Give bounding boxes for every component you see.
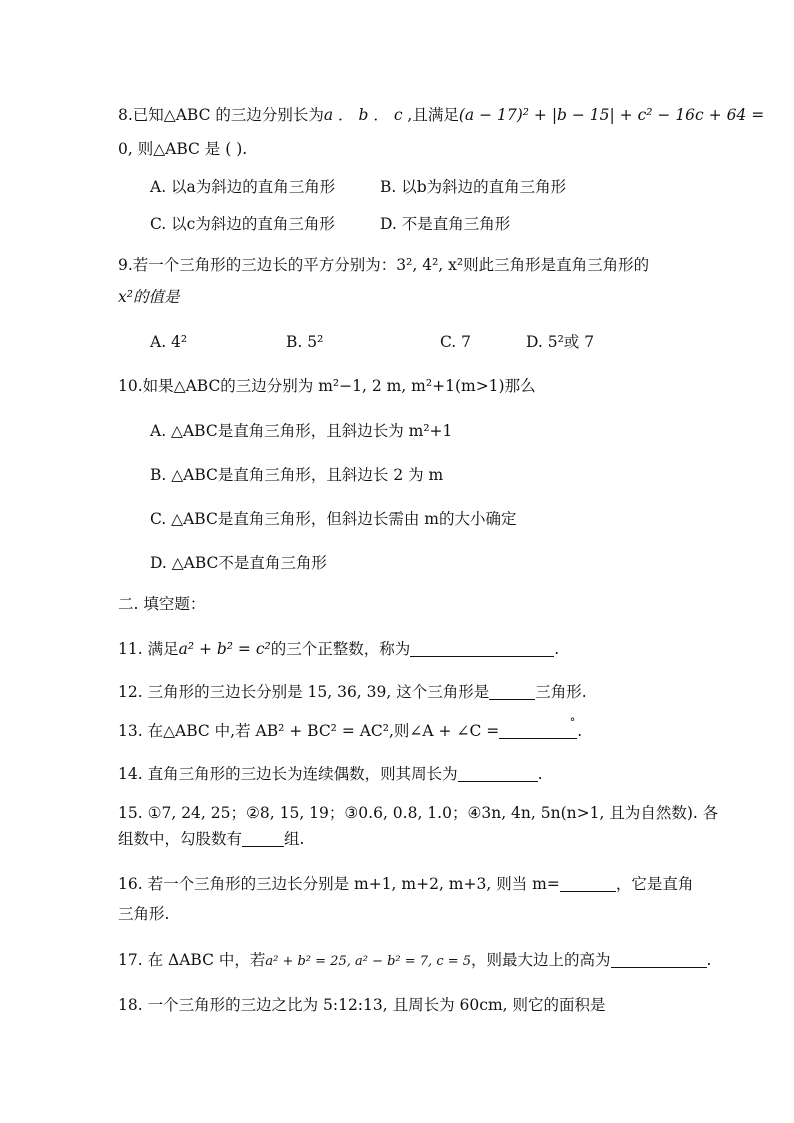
q14-answer-blank[interactable] (458, 765, 538, 782)
q8-sep1: ． (333, 106, 354, 124)
q13-answer-blank[interactable] (499, 716, 577, 739)
q10-option-a: A. △ABC是直角三角形，且斜边长为 m²+1 (150, 422, 453, 440)
section-fill-in-title: 二. 填空题： (118, 595, 206, 613)
q8-option-c: C. 以c为斜边的直角三角形 (150, 215, 335, 233)
q12-answer-blank[interactable] (489, 683, 535, 700)
q11-formula: a² + b² = c² (178, 640, 271, 658)
q8-option-a: A. 以a为斜边的直角三角形 (150, 178, 336, 196)
q8-line-1 (118, 104, 764, 126)
q9-line-1: 9.若一个三角形的三边长的平方分别为：3², 4², x²则此三角形是直角三角形的 (118, 256, 650, 274)
q8-sep2: ． (368, 106, 389, 124)
q16-before: 16. 若一个三角形的三边长分别是 m+1, m+2, m+3, 则当 m= (118, 875, 560, 893)
q8-prefix: 8.已知△ABC 的三边分别长为 (118, 106, 324, 124)
q11-after: 的三个正整数，称为 (270, 640, 411, 658)
q12-after: 三角形. (535, 683, 587, 701)
q12-before: 12. 三角形的三边长分别是 15, 36, 39, 这个三角形是 (118, 683, 490, 701)
q8-formula: (a − 17)² + |b − 15| + c² − 16c + 64 = (458, 106, 765, 124)
q11-before: 11. 满足 (118, 640, 179, 658)
q15-before: 组数中，勾股数有 (118, 830, 243, 848)
q16-line-1 (118, 873, 693, 895)
q14-line (118, 763, 543, 785)
q15-answer-blank[interactable] (242, 830, 284, 847)
q17-line (118, 949, 711, 973)
q10-line-1: 10.如果△ABC的三边分别为 m²−1, 2 m, m²+1(m>1)那么 (118, 377, 536, 395)
q9-option-c: C. 7 (440, 333, 472, 351)
q11-line (118, 638, 559, 660)
q9-line-2: x²的值是 (118, 288, 180, 306)
q8-var-a: a (323, 106, 334, 124)
q13-line (118, 716, 583, 742)
q9-option-a: A. 4² (150, 333, 188, 351)
q16-line-2: 三角形. (118, 905, 170, 923)
q18-line-1: 18. 一个三角形的三边之比为 5:12:13, 且周长为 60cm, 则它的面积是 (118, 996, 606, 1014)
q13-end: . (577, 722, 583, 740)
q15-line-1: 15. ①7, 24, 25；②8, 15, 19；③0.6, 0.8, 1.0；④3n, 4n, 5n(n>1, 且为自然数). 各 (118, 804, 719, 822)
q17-answer-blank[interactable] (611, 951, 707, 968)
q9-option-b: B. 5² (286, 333, 324, 351)
q15-after: 组. (284, 830, 305, 848)
q14-before: 14. 直角三角形的三边长为连续偶数，则其周长为 (118, 765, 458, 783)
q14-end: . (537, 765, 543, 783)
q11-end: . (554, 640, 560, 658)
q9-option-d: D. 5²或 7 (526, 333, 595, 351)
q17-formula: a² + b² = 25, a² − b² = 7, c = 5 (265, 954, 472, 969)
q17-after: ，则最大边上的高为 (471, 951, 611, 969)
q8-var-b: b (358, 106, 369, 124)
q8-mid: ,且满足 (402, 106, 459, 124)
q12-line (118, 681, 587, 703)
q16-answer-blank[interactable] (560, 875, 616, 892)
q10-option-c: C. △ABC是直角三角形，但斜边长需由 m的大小确定 (150, 510, 517, 528)
q15-line-2 (118, 828, 304, 850)
q17-before: 17. 在 ΔABC 中，若 (118, 951, 266, 969)
q16-after: ，它是直角 (615, 875, 694, 893)
q11-answer-blank[interactable] (410, 640, 554, 657)
q13-degree: ° (569, 716, 576, 729)
q13-before: 13. 在△ABC 中,若 AB² + BC² = AC²,则∠A + ∠C = (118, 722, 500, 740)
q10-option-b: B. △ABC是直角三角形，且斜边长 2 为 m (150, 466, 444, 484)
q8-line-2: 0, 则△ABC 是 ( ). (118, 140, 248, 158)
q8-option-b: B. 以b为斜边的直角三角形 (380, 178, 567, 196)
q8-option-d: D. 不是直角三角形 (380, 215, 511, 233)
q17-end: . (706, 951, 712, 969)
q8-var-c: c (393, 106, 403, 124)
q10-option-d: D. △ABC不是直角三角形 (150, 554, 327, 572)
